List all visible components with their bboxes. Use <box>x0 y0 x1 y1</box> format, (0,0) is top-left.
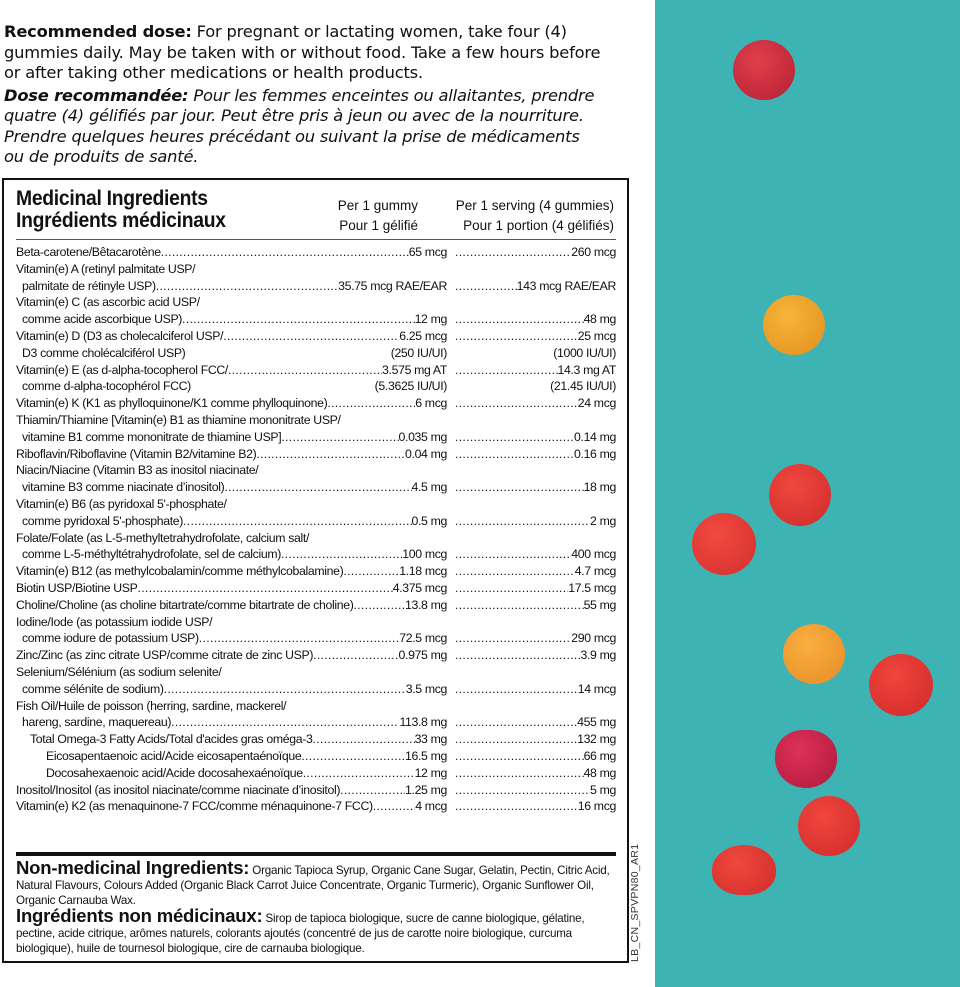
dot-leader <box>455 782 590 799</box>
dot-leader <box>199 630 399 647</box>
per-gummy-value: 4.375 mcg <box>392 580 447 595</box>
ingredient-name: Docosahexaenoic acid/Acide docosahexaénoïque <box>46 765 303 780</box>
per-gummy-value: 4 mcg <box>415 799 447 814</box>
gummy-image <box>869 654 933 716</box>
ingredient-line <box>16 261 616 278</box>
ingredient-line <box>16 714 616 731</box>
dot-leader <box>455 244 571 261</box>
dot-leader <box>455 446 574 463</box>
ingredient-name: Eicosapentaenoic acid/Acide eicosapentaénoïque <box>46 748 302 763</box>
ingredient-line <box>16 462 616 479</box>
dot-leader <box>455 479 584 496</box>
gummy-image <box>769 464 831 526</box>
ingredient-line <box>16 446 616 463</box>
ingredient-line <box>16 278 616 295</box>
ingredient-line <box>16 412 616 429</box>
per-serving-value: 24 mcg <box>577 396 616 411</box>
per-gummy-value: 3.5 mcg <box>405 681 447 696</box>
ingredient-name: Inositol/Inositol (as inositol niacinate/comme niacinate d’inositol) <box>16 782 341 797</box>
ingredients-table <box>2 178 629 963</box>
per-gummy-value: 13.8 mg <box>405 597 447 612</box>
dot-leader <box>171 714 399 731</box>
ingredient-line <box>16 496 616 513</box>
ingredient-name: hareng, sardine, maquereau) <box>22 715 172 730</box>
col2-fr: Pour 1 portion (4 gélifiés) <box>463 218 614 233</box>
per-gummy-value: 0.975 mg <box>398 648 447 663</box>
ingredient-name: Fish Oil/Huile de poisson (herring, sardine, mackerel/ <box>16 698 287 713</box>
dot-leader <box>137 580 392 597</box>
gummies-photo <box>655 0 960 987</box>
ingredient-line <box>16 328 616 345</box>
ingredient-line <box>16 479 616 496</box>
title-fr: Ingrédients médicinaux <box>16 209 226 232</box>
ingredient-name: Vitamin(e) K2 (as menaquinone-7 FCC/comme ménaquinone-7 FCC) <box>16 799 373 814</box>
ingredient-line <box>16 748 616 765</box>
ingredient-line <box>16 782 616 799</box>
per-serving-value: 14.3 mg AT <box>557 362 616 377</box>
per-gummy-value: 65 mcg <box>408 245 447 259</box>
dot-leader <box>353 597 405 614</box>
ingredient-name: Vitamin(e) B6 (as pyridoxal 5'-phosphate/ <box>16 496 227 511</box>
per-serving-value: 16 mcg <box>577 799 616 814</box>
per-gummy-value: 3.575 mg AT <box>382 362 447 377</box>
dose-fr <box>4 86 604 168</box>
dot-leader <box>455 765 584 782</box>
gummy-image <box>763 295 825 355</box>
col2-en: Per 1 serving (4 gummies) <box>455 198 614 213</box>
per-serving-value: 143 mcg RAE/EAR <box>516 278 616 293</box>
ingredient-name: Niacin/Niacine (Vitamin B3 as inositol niacinate/ <box>16 463 259 478</box>
per-serving-value: 25 mcg <box>577 328 616 343</box>
dot-leader <box>455 647 581 664</box>
dot-leader <box>281 429 398 446</box>
title-en: Medicinal Ingredients <box>16 187 208 210</box>
per-gummy-value: 100 mcg <box>402 547 447 562</box>
ingredient-line <box>16 378 616 395</box>
dot-leader <box>312 731 414 748</box>
per-gummy-value: 0.035 mg <box>398 429 447 444</box>
per-gummy-value: 0.04 mg <box>405 446 447 461</box>
ingredient-name: vitamine B3 comme niacinate d’inositol) <box>22 480 225 495</box>
per-serving-value: 4.7 mcg <box>574 564 616 579</box>
ingredient-rows <box>16 244 616 815</box>
dot-leader <box>303 765 415 782</box>
per-gummy-value: 4.5 mg <box>411 480 447 495</box>
col1-en: Per 1 gummy <box>337 198 418 213</box>
per-gummy-value: 12 mg <box>414 765 447 780</box>
per-serving-value: 400 mcg <box>571 547 616 562</box>
dot-leader <box>223 328 399 345</box>
ingredient-line <box>16 345 616 362</box>
ingredient-line <box>16 362 616 379</box>
nonmed-en <box>16 857 616 908</box>
non-medicinal-ingredients <box>16 857 616 956</box>
ingredient-name: comme L-5-méthyltétrahydrofolate, sel de calcium) <box>22 547 281 562</box>
per-gummy-value: 0.5 mg <box>411 513 447 528</box>
dot-leader <box>455 630 571 647</box>
per-gummy-value: 72.5 mcg <box>399 631 447 646</box>
divider <box>16 852 616 856</box>
col1-fr: Pour 1 gélifié <box>339 218 418 233</box>
dot-leader <box>256 446 405 463</box>
per-serving-value: 2 mg <box>590 513 616 528</box>
ingredient-line <box>16 563 616 580</box>
nonmed-en-text: Organic Tapioca Syrup, Organic Cane Sugar, Gelatin, Pectin, Citric Acid, Natural Flavours, Colours Added (Organic Black Carrot Juice Concentrate, Organic Turmeric), Organic Sunflower Oil, Organic Carnauba Wax. <box>16 864 610 907</box>
per-gummy-value: 6 mcg <box>415 396 447 411</box>
column-per-gummy <box>338 196 418 236</box>
ingredient-line <box>16 597 616 614</box>
per-serving-value: 48 mg <box>583 765 616 780</box>
ingredient-name: comme d-alpha-tocophérol FCC) <box>22 379 191 394</box>
nonmed-en-label: Non-medicinal Ingredients: <box>16 857 250 878</box>
dose-instructions <box>4 22 604 168</box>
dot-leader <box>343 563 399 580</box>
table-header <box>16 188 616 240</box>
per-gummy-value: 113.8 mg <box>399 715 447 730</box>
ingredient-name: Selenium/Sélénium (as sodium selenite/ <box>16 664 222 679</box>
per-gummy-value: 16.5 mg <box>405 748 447 763</box>
ingredient-line <box>16 698 616 715</box>
ingredient-line <box>16 580 616 597</box>
ingredient-name: Vitamin(e) K (K1 as phylloquinone/K1 comme phylloquinone) <box>16 396 328 411</box>
per-serving-value: 455 mg <box>577 715 616 730</box>
per-serving-value: 290 mcg <box>571 631 616 646</box>
label-code: LB_CN_SPVPN80_AR1 <box>629 843 641 962</box>
gummy-image <box>712 845 776 895</box>
ingredient-line <box>16 244 616 261</box>
per-serving-value: 55 mg <box>583 597 616 612</box>
column-per-serving <box>456 196 614 236</box>
ingredient-name: Biotin USP/Biotine USP <box>16 580 138 595</box>
dot-leader <box>281 546 402 563</box>
ingredient-name: comme acide ascorbique USP) <box>22 312 183 327</box>
ingredient-line <box>16 530 616 547</box>
nonmed-fr-text: Sirop de tapioca biologique, sucre de canne biologique, gélatine, pectine, acide citrique, arômes naturels, colorants ajoutés (concentré de jus de carotte noire biologique, curcuma biologique), huile de tournesol biologique, cire de carnauba biologique. <box>16 912 585 955</box>
per-gummy-value: 1.18 mcg <box>399 564 447 579</box>
dot-leader <box>161 244 409 261</box>
per-serving-value: 5 mg <box>590 782 616 797</box>
ingredient-line <box>16 630 616 647</box>
per-serving-value: (21.45 IU/UI) <box>550 379 616 394</box>
ingredient-line <box>16 765 616 782</box>
per-gummy-value: (5.3625 IU/UI) <box>374 379 447 394</box>
dot-leader <box>228 362 382 379</box>
ingredient-name: D3 comme cholécalciférol USP) <box>22 345 186 360</box>
dot-leader <box>164 681 406 698</box>
gummy-image <box>775 730 837 788</box>
per-serving-value: 66 mg <box>583 748 616 763</box>
ingredient-name: vitamine B1 comme mononitrate de thiamine USP] <box>22 429 282 444</box>
dot-leader <box>455 328 578 345</box>
per-serving-value: 18 mg <box>583 480 616 495</box>
ingredient-line <box>16 647 616 664</box>
ingredient-line <box>16 429 616 446</box>
dot-leader <box>455 546 571 563</box>
gummy-image <box>783 624 845 684</box>
per-gummy-value: 33 mg <box>414 732 447 747</box>
per-gummy-value: 6.25 mcg <box>399 328 447 343</box>
per-serving-value: 17.5 mcg <box>568 580 616 595</box>
dose-en-label: Recommended dose: <box>4 22 192 41</box>
nonmed-fr-label: Ingrédients non médicinaux: <box>16 905 263 926</box>
ingredient-name: Vitamin(e) E (as d-alpha-tocopherol FCC/ <box>16 362 228 377</box>
ingredient-line <box>16 731 616 748</box>
dot-leader <box>156 278 338 295</box>
dot-leader <box>313 647 398 664</box>
ingredient-line <box>16 513 616 530</box>
gummy-image <box>798 796 860 856</box>
dot-leader <box>455 563 575 580</box>
ingredient-name: Total Omega-3 Fatty Acids/Total d'acides gras oméga-3 <box>30 732 313 747</box>
per-serving-value: 3.9 mg <box>580 648 616 663</box>
ingredient-name: Folate/Folate (as L-5-methyltetrahydrofolate, calcium salt/ <box>16 530 310 545</box>
ingredient-name: Riboflavin/Riboflavine (Vitamin B2/vitamine B2) <box>16 446 257 461</box>
per-serving-value: (1000 IU/UI) <box>553 345 616 360</box>
dot-leader <box>455 278 517 295</box>
per-serving-value: 14 mcg <box>577 681 616 696</box>
ingredient-name: Vitamin(e) A (retinyl palmitate USP/ <box>16 261 196 276</box>
dot-leader <box>455 429 574 446</box>
dose-en <box>4 22 604 84</box>
nonmed-fr <box>16 905 616 956</box>
ingredient-name: Vitamin(e) D (D3 as cholecalciferol USP/ <box>16 328 224 343</box>
dose-fr-label: Dose recommandée: <box>4 85 189 105</box>
per-gummy-value: 1.25 mg <box>405 782 447 797</box>
dot-leader <box>455 681 578 698</box>
ingredient-name: comme sélénite de sodium) <box>22 681 164 696</box>
dot-leader <box>182 311 415 328</box>
ingredient-name: Zinc/Zinc (as zinc citrate USP/comme citrate de zinc USP) <box>16 648 314 663</box>
dot-leader <box>455 311 584 328</box>
dot-leader <box>455 714 577 731</box>
ingredient-line <box>16 395 616 412</box>
dot-leader <box>327 395 415 412</box>
dot-leader <box>455 597 584 614</box>
ingredient-line <box>16 546 616 563</box>
dot-leader <box>224 479 411 496</box>
ingredient-name: comme pyridoxal 5'-phosphate) <box>22 513 184 528</box>
dot-leader <box>455 580 568 597</box>
ingredient-line <box>16 664 616 681</box>
ingredient-name: palmitate de rétinyle USP) <box>22 278 156 293</box>
ingredient-name: Vitamin(e) C (as ascorbic acid USP/ <box>16 295 200 310</box>
per-serving-value: 48 mg <box>583 312 616 327</box>
gummy-image <box>733 40 795 100</box>
ingredient-name: Thiamin/Thiamine [Vitamin(e) B1 as thiamine mononitrate USP/ <box>16 412 341 427</box>
per-gummy-value: 35.75 mcg RAE/EAR <box>338 278 447 293</box>
dot-leader <box>340 782 405 799</box>
ingredient-name: Choline/Choline (as choline bitartrate/comme bitartrate de choline) <box>16 597 354 612</box>
dot-leader <box>455 748 584 765</box>
ingredient-line <box>16 311 616 328</box>
ingredient-name: Vitamin(e) B12 (as methylcobalamin/comme méthylcobalamine) <box>16 564 344 579</box>
dot-leader <box>455 731 577 748</box>
per-serving-value: 0.16 mg <box>574 446 616 461</box>
per-serving-value: 0.14 mg <box>574 429 616 444</box>
dot-leader <box>455 798 578 815</box>
ingredient-line <box>16 614 616 631</box>
ingredient-line <box>16 798 616 815</box>
ingredient-line <box>16 294 616 311</box>
per-serving-value: 260 mcg <box>571 245 616 259</box>
dose-en-text: For pregnant or lactating women, take four (4) gummies daily. May be taken with or without food. Take a few hours before or after taking other medications or health products. <box>4 22 601 82</box>
per-serving-value: 132 mg <box>577 732 616 747</box>
ingredient-name: Beta-carotene/Bêtacarotène <box>16 245 161 259</box>
dose-fr-text: Pour les femmes enceintes ou allaitantes, prendre quatre (4) gélifiés par jour. Peut être pris à jeun ou avec de la nourriture. Prendre quelques heures précédant ou suivant la prise de médicaments ou de produits de santé. <box>4 85 595 166</box>
ingredient-name: comme iodure de potassium USP) <box>22 631 199 646</box>
dot-leader <box>373 798 416 815</box>
per-gummy-value: (250 IU/UI) <box>390 345 447 360</box>
dot-leader <box>455 362 558 379</box>
dot-leader <box>183 513 411 530</box>
ingredient-line <box>16 681 616 698</box>
dot-leader <box>455 513 590 530</box>
ingredient-name: Iodine/Iode (as potassium iodide USP/ <box>16 614 213 629</box>
per-gummy-value: 12 mg <box>414 312 447 327</box>
dot-leader <box>455 395 578 412</box>
dot-leader <box>301 748 405 765</box>
gummy-image <box>692 513 756 575</box>
